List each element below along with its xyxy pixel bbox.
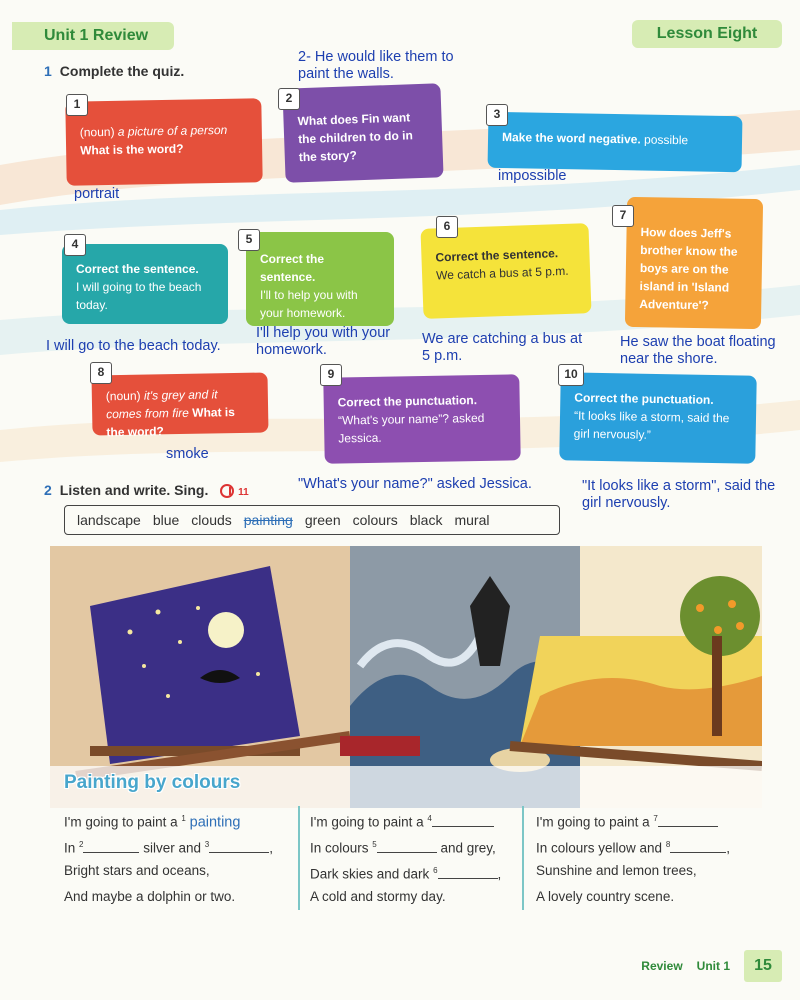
answer-3: impossible <box>498 168 567 184</box>
page-footer <box>641 950 782 982</box>
card-text: (noun) <box>105 388 145 404</box>
lyric-text: A lovely country scene. <box>536 889 675 904</box>
card-question: Correct the punctuation. <box>574 390 714 407</box>
card-text: I'll to help you with your homework. <box>260 288 358 320</box>
word-bank <box>64 505 560 535</box>
gap-number: 4 <box>427 814 432 823</box>
gap-number: 8 <box>665 840 671 849</box>
word-bank-item: green <box>304 512 341 528</box>
word-bank-item: clouds <box>191 512 232 528</box>
gap-blank[interactable] <box>438 865 498 879</box>
song-title: Painting by colours <box>64 772 241 793</box>
footer-unit-label: Unit 1 <box>696 959 730 973</box>
answer-10: "It looks like a storm", said the girl nervously. <box>582 478 776 511</box>
card-number-badge: 7 <box>612 205 634 227</box>
card-number-badge: 1 <box>66 94 88 116</box>
card-question: What is the word? <box>106 405 235 440</box>
section-number: 1 <box>44 63 52 79</box>
word-bank-item: mural <box>454 512 490 528</box>
lyric-text: and grey, <box>436 840 496 856</box>
quiz-card-10 <box>559 372 757 463</box>
unit-review-header: Unit 1 Review <box>12 22 174 50</box>
lyric-text: A cold and stormy day. <box>310 889 446 904</box>
gap-blank[interactable] <box>658 813 718 827</box>
word-bank-item: blue <box>152 512 180 528</box>
gap-blank[interactable] <box>432 813 494 827</box>
card-number-badge: 8 <box>90 362 112 384</box>
lyrics-column-2 <box>310 806 520 918</box>
lyric-text: , <box>497 866 502 882</box>
card-number-badge: 9 <box>320 364 342 386</box>
card-number-badge: 5 <box>238 229 260 251</box>
answer-7: He saw the boat floating near the shore. <box>620 334 776 367</box>
quiz-card-2 <box>282 83 443 182</box>
card-question: How does Jeff's brother know the boys are on the island in 'Island Adventure'? <box>639 225 738 313</box>
gap-blank[interactable] <box>377 839 437 853</box>
lyric-text: I'm going to paint a <box>64 814 182 830</box>
section-number: 2 <box>44 482 52 498</box>
quiz-card-9 <box>323 374 520 463</box>
gap-blank[interactable] <box>670 839 726 853</box>
gap-answer[interactable]: painting <box>189 814 241 831</box>
card-question: Correct the sentence. <box>435 246 559 265</box>
lyric-text: , <box>726 840 731 856</box>
audio-icon[interactable] <box>220 484 234 498</box>
card-number-badge: 6 <box>436 216 458 238</box>
lyric-text: , <box>269 840 273 856</box>
footer-review-label: Review <box>641 959 683 973</box>
card-question: What does Fin want the children to do in the story? <box>297 110 414 165</box>
lyrics-column-3 <box>536 806 758 918</box>
lyric-text: I'm going to paint a <box>536 814 654 830</box>
answer-6: We are catching a bus at 5 p.m. <box>422 331 583 364</box>
answer-1: portrait <box>74 186 120 202</box>
card-text-italic: it's grey and it comes from fire <box>106 387 218 422</box>
lyric-text: I'm going to paint a <box>310 814 428 830</box>
gap-number: 7 <box>653 814 658 823</box>
card-text: “It looks like a storm, said the girl nervously.” <box>573 408 730 442</box>
card-number-badge: 2 <box>278 88 300 110</box>
card-number-badge: 3 <box>486 104 508 126</box>
answer-4: I will go to the beach today. <box>46 338 221 354</box>
section2-title <box>44 482 249 498</box>
answer-2: 2- He would like them to paint the walls. <box>298 49 454 82</box>
word-bank-item: black <box>409 512 443 528</box>
card-question: Make the word negative. <box>501 130 641 147</box>
card-number-badge: 10 <box>558 364 584 386</box>
lyric-text: And maybe a dolphin or two. <box>64 889 236 904</box>
column-divider <box>522 806 524 910</box>
word-bank-item-used: painting <box>243 512 293 528</box>
gap-number: 2 <box>79 840 84 849</box>
quiz-card-1 <box>65 98 262 185</box>
quiz-card-5 <box>246 232 394 326</box>
card-question: Correct the sentence. <box>76 262 199 276</box>
quiz-card-4 <box>62 244 228 324</box>
lyric-text: In colours yellow and <box>536 840 666 856</box>
answer-5: I'll help you with your homework. <box>256 325 391 358</box>
card-number-badge: 4 <box>64 234 86 256</box>
section-instruction: Complete the quiz. <box>59 63 185 79</box>
lyric-text: Dark skies and dark <box>310 866 434 882</box>
card-question: What is the word? <box>80 141 184 158</box>
quiz-card-8 <box>91 372 268 440</box>
lyric-text: Sunshine and lemon trees, <box>536 863 697 878</box>
lyric-text: silver and <box>139 840 205 856</box>
answer-9: "What's your name?" asked Jessica. <box>298 476 532 492</box>
answer-8: smoke <box>166 446 209 462</box>
painting-illustration <box>50 546 762 808</box>
word-bank-item: landscape <box>77 512 141 528</box>
column-divider <box>298 806 300 910</box>
section1-title <box>44 63 184 79</box>
lyrics-column-1 <box>64 806 294 918</box>
quiz-card-7 <box>625 197 763 329</box>
card-question: Correct the sentence. <box>260 252 325 284</box>
gap-blank[interactable] <box>209 839 269 853</box>
lyric-text: In <box>64 840 80 856</box>
track-number: 11 <box>238 487 249 498</box>
card-question: Correct the punctuation. <box>337 393 478 410</box>
card-text: possible <box>640 132 689 148</box>
card-text-italic: a picture of a person <box>117 122 228 139</box>
quiz-card-3 <box>488 112 743 172</box>
lesson-header: Lesson Eight <box>632 20 782 48</box>
section-instruction: Listen and write. Sing. <box>59 482 209 498</box>
gap-number: 6 <box>433 866 438 875</box>
card-text: I will going to the beach today. <box>76 280 202 312</box>
card-text: (noun) <box>79 124 118 140</box>
word-bank-item: colours <box>352 512 398 528</box>
gap-number: 3 <box>204 840 210 849</box>
gap-number: 5 <box>372 840 377 849</box>
page-number: 15 <box>744 950 782 982</box>
card-text: “What's your name”? asked Jessica. <box>337 410 485 446</box>
lyric-text: In colours <box>310 840 373 856</box>
gap-blank[interactable] <box>83 839 139 853</box>
lyric-text: Bright stars and oceans, <box>64 863 210 878</box>
card-text: We catch a bus at 5 p.m. <box>435 263 569 283</box>
gap-number: 1 <box>181 814 186 823</box>
